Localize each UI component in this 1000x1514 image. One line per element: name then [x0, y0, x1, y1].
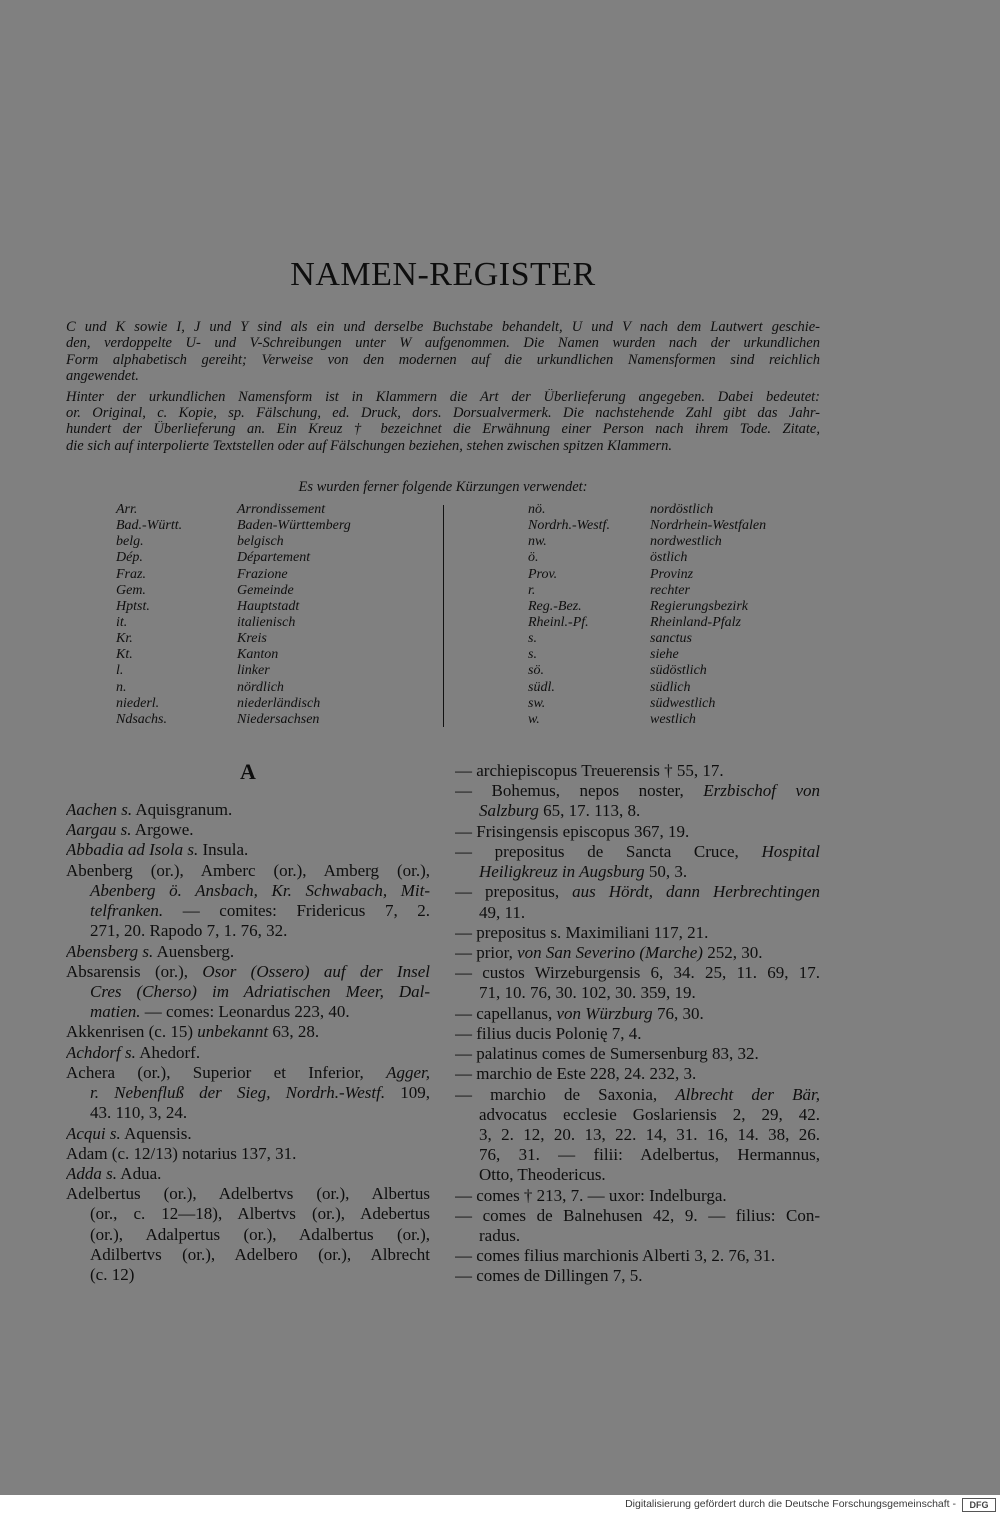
abbreviation: Bad.-Württ.: [116, 518, 183, 534]
italic-text: von Würzburg: [556, 1003, 653, 1023]
roman-text: — prior,: [455, 942, 518, 962]
abbreviation-meaning: östlich: [650, 550, 688, 566]
entry-line: [455, 842, 820, 862]
entry-line: [455, 1085, 820, 1105]
roman-text: — comites: Fridericus 7, 2.: [163, 901, 430, 921]
abbreviation: s.: [528, 631, 537, 647]
page-title: NAMEN-REGISTER: [290, 256, 596, 293]
roman-text: — prepositus,: [455, 882, 573, 902]
index-entry: [455, 1206, 820, 1246]
italic-text: Abbadia ad Isola s.: [66, 840, 199, 860]
abbreviation-row: [528, 647, 828, 663]
abbreviation-row: [116, 567, 436, 583]
italic-text: unbekannt: [197, 1022, 269, 1042]
roman-text: — Frisingensis episcopus 367, 19.: [455, 821, 690, 841]
abbreviation-row: [116, 712, 436, 728]
entry-line: [66, 942, 430, 962]
index-entry: [455, 1044, 820, 1064]
abbreviation-meaning: südöstlich: [650, 663, 707, 679]
roman-text: Ahedorf.: [135, 1042, 201, 1062]
entry-line: [66, 1164, 430, 1184]
abbreviation-meaning: sanctus: [650, 631, 692, 647]
entry-line: [66, 800, 430, 820]
entry-line: [66, 1204, 430, 1224]
abbreviation-row: [528, 599, 828, 615]
entry-line: [455, 1064, 820, 1084]
abbreviation: nw.: [528, 534, 547, 550]
abbreviation: s.: [528, 647, 537, 663]
abbreviation-row: [528, 518, 828, 534]
italic-text: Hospital: [761, 841, 820, 861]
entry-line: [455, 923, 820, 943]
entry-line: [455, 822, 820, 842]
roman-text: 63, 28.: [268, 1022, 320, 1042]
roman-text: — comes † 213, 7. — uxor: Indelburga.: [455, 1185, 727, 1205]
abbreviation: Gem.: [116, 582, 146, 598]
index-entry: [66, 840, 430, 860]
abbreviation-row: [528, 680, 828, 696]
abbreviation-meaning: siehe: [650, 647, 679, 663]
abbreviation: nö.: [528, 502, 546, 517]
entry-line: [455, 801, 820, 821]
entry-line: [66, 1144, 430, 1164]
roman-text: — prepositus de Sancta Cruce,: [455, 841, 762, 861]
roman-text: Absarensis (or.),: [66, 961, 203, 981]
italic-text: Osor (Ossero) auf der Insel: [202, 961, 430, 981]
roman-text: (or.), Adalpertus (or.), Adalbertus (or.),: [90, 1224, 430, 1244]
roman-text: Aquisgranum.: [132, 800, 233, 819]
abbreviation-meaning: Kanton: [237, 647, 279, 663]
entry-line: [455, 1004, 820, 1024]
index-entry: [455, 842, 820, 882]
entry-line: [66, 921, 430, 941]
entry-line: [455, 1266, 820, 1286]
entry-line: [455, 943, 820, 963]
index-entry: [66, 861, 430, 942]
abbreviation-meaning: nordwestlich: [650, 534, 722, 550]
italic-text: Abenberg ö. Ansbach, Kr. Schwabach, Mit-: [90, 880, 430, 900]
entry-line: [66, 982, 430, 1002]
italic-text: r. Nebenfluß der Sieg, Nordrh.-Westf.: [90, 1083, 386, 1103]
entry-line: [66, 1063, 430, 1083]
italic-text: Erzbischof von: [703, 781, 820, 801]
abbreviation-row: [116, 631, 436, 647]
italic-text: Salzburg: [479, 801, 539, 821]
index-entry: [455, 781, 820, 821]
roman-text: — comes filius marchionis Alberti 3, 2. 76, 31.: [455, 1246, 776, 1266]
index-entry: [66, 820, 430, 840]
entry-line: [455, 903, 820, 923]
roman-text: Abenberg (or.), Amberc (or.), Amberg (or.),: [66, 860, 430, 880]
entry-line: [66, 1002, 430, 1022]
index-entry: [455, 923, 820, 943]
roman-text: Adua.: [117, 1163, 162, 1183]
italic-text: Albrecht der Bär,: [675, 1084, 820, 1104]
intro-line: C und K sowie I, J und Y sind als ein und derselbe Buchstabe behandelt, U und V nach dem Lautwert geschie-: [66, 319, 820, 335]
roman-text: 109,: [385, 1083, 430, 1103]
abbreviation-meaning: Baden-Württemberg: [237, 518, 351, 534]
index-entry: [455, 1246, 820, 1266]
abbreviation-meaning: Nordrhein-Westfalen: [650, 518, 767, 534]
abbreviation-row: [528, 502, 828, 518]
index-entry: [455, 761, 820, 781]
introduction: [66, 319, 820, 454]
intro-line: hundert der Überlieferung an. Ein Kreuz † bezeichnet die Erwähnung einer Person nach ihrem Tode. Zitate,: [66, 421, 820, 438]
index-entry: [455, 963, 820, 1003]
roman-text: Adilbertvs (or.), Adelbero (or.), Albrecht: [90, 1244, 430, 1264]
roman-text: — comes de Balnehusen 42, 9. — filius: Con-: [455, 1205, 820, 1225]
roman-text: — custos Wirzeburgensis 6, 34. 25, 11. 69, 17.: [455, 963, 820, 983]
abbreviation: w.: [528, 711, 540, 727]
index-entry: [455, 943, 820, 963]
entry-line: [66, 1043, 430, 1063]
abbreviation-meaning: Regierungsbezirk: [650, 598, 748, 614]
abbreviation-meaning: Rheinland-Pfalz: [650, 614, 741, 630]
abbreviation-meaning: italienisch: [237, 614, 296, 630]
intro-line: angewendet.: [66, 367, 139, 384]
entry-line: [455, 761, 820, 781]
italic-text: Achdorf s.: [66, 1042, 136, 1062]
intro-line: or. Original, c. Kopie, sp. Fälschung, ed. Druck, dors. Dorsualvermerk. Die nachstehende Zahl gibt das Jahr-: [66, 405, 820, 422]
abbreviation: Dép.: [116, 550, 143, 566]
abbreviation: l.: [116, 663, 124, 679]
entry-line: [66, 820, 430, 840]
abbreviation-meaning: nördlich: [237, 679, 284, 695]
index-entry: [66, 800, 430, 820]
roman-text: 76, 30.: [652, 1003, 704, 1023]
abbreviation: niederl.: [116, 695, 160, 711]
index-entry: [455, 1064, 820, 1084]
intro-line: Hinter der urkundlichen Namensform ist in Klammern die Art der Überlieferung angegeben. Dabei bedeutet:: [66, 388, 820, 405]
index-entry: [455, 822, 820, 842]
entry-line: [66, 1083, 430, 1103]
abbreviation-meaning: niederländisch: [237, 695, 321, 711]
entry-line: [66, 1022, 430, 1042]
roman-text: — palatinus comes de Sumersenburg 83, 32.: [455, 1044, 759, 1064]
abbreviation-meaning: linker: [237, 663, 270, 679]
entry-line: [455, 1145, 820, 1165]
roman-text: Adam (c. 12/13) notarius 137, 31.: [66, 1143, 297, 1163]
entry-line: [66, 901, 430, 921]
index-entry: [455, 1266, 820, 1286]
italic-text: Aachen s.: [66, 800, 133, 819]
entry-line: [66, 840, 430, 860]
italic-text: Agger,: [386, 1062, 430, 1082]
abbreviations-right: [528, 502, 828, 728]
roman-text: 71, 10. 76, 30. 102, 30. 359, 19.: [479, 983, 696, 1003]
index-entry: [455, 1024, 820, 1044]
index-entry: [66, 1144, 430, 1164]
abbreviation-meaning: Hauptstadt: [237, 598, 300, 614]
roman-text: 76, 31. — filii: Adelbertus, Hermannus,: [479, 1145, 820, 1165]
abbreviation-row: [528, 583, 828, 599]
index-entry: [66, 1022, 430, 1042]
index-entry: [66, 1043, 430, 1063]
abbreviation: Fraz.: [116, 566, 146, 582]
abbreviation-meaning: nordöstlich: [650, 502, 714, 517]
entry-line: [455, 1246, 820, 1266]
intro-line: Form alphabetisch gereiht; Verweise von den modernen auf die urkundlichen Namensformen sind reichlich: [66, 351, 820, 368]
abbreviation-meaning: Arrondissement: [237, 502, 326, 517]
entry-line: [66, 1184, 430, 1204]
abbreviation: Arr.: [116, 502, 138, 517]
abbreviation: n.: [116, 679, 127, 695]
roman-text: 50, 3.: [644, 862, 688, 882]
roman-text: — Bohemus, nepos noster,: [455, 781, 704, 801]
entry-line: [455, 1044, 820, 1064]
abbreviation-row: [116, 534, 436, 550]
abbreviation-row: [116, 663, 436, 679]
abbreviation: Reg.-Bez.: [528, 598, 582, 614]
index-entry: [66, 962, 430, 1023]
abbreviation-row: [528, 696, 828, 712]
section-letter: A: [240, 759, 256, 784]
roman-text: — capellanus,: [455, 1003, 557, 1023]
index-entry: [455, 1186, 820, 1206]
roman-text: — filius ducis Polonię 7, 4.: [455, 1023, 642, 1043]
roman-text: 65, 17. 113, 8.: [538, 801, 641, 821]
roman-text: radus.: [479, 1226, 521, 1246]
abbreviation: sw.: [528, 695, 546, 711]
abbreviation-meaning: südlich: [650, 679, 691, 695]
italic-text: matien.: [90, 1002, 141, 1022]
abbreviation: Prov.: [528, 566, 558, 582]
abbreviation-row: [116, 615, 436, 631]
roman-text: — comes: Leonardus 223, 40.: [140, 1002, 350, 1022]
index-entry: [455, 1085, 820, 1186]
intro-paragraph: [66, 319, 820, 384]
entry-line: [66, 962, 430, 982]
roman-text: (or., c. 12—18), Albertvs (or.), Adebertus: [90, 1204, 430, 1224]
italic-text: Adda s.: [66, 1163, 117, 1183]
abbreviation-row: [116, 599, 436, 615]
dfg-logo: DFG: [962, 1498, 996, 1512]
entry-line: [455, 862, 820, 882]
abbreviation-row: [116, 502, 436, 518]
abbreviation-row: [116, 680, 436, 696]
italic-text: Abensberg s.: [66, 941, 154, 961]
entry-line: [455, 1105, 820, 1125]
abbreviation-meaning: südwestlich: [650, 695, 716, 711]
index-entry: [66, 1164, 430, 1184]
footer-credit: Digitalisierung gefördert durch die Deutsche Forschungsgemeinschaft -: [625, 1498, 956, 1510]
abbreviation-meaning: rechter: [650, 582, 690, 598]
entry-line: [66, 1265, 430, 1285]
italic-text: telfranken.: [90, 901, 164, 921]
entry-line: [455, 1125, 820, 1145]
entry-line: [66, 1245, 430, 1265]
entry-line: [66, 1124, 430, 1144]
abbreviation: belg.: [116, 534, 144, 550]
roman-text: 3, 2. 12, 20. 13, 22. 14, 31. 16, 14. 38, 26.: [479, 1124, 820, 1144]
roman-text: — comes de Dillingen 7, 5.: [455, 1266, 643, 1286]
abbreviations-left: [116, 502, 436, 728]
entry-line: [66, 1225, 430, 1245]
roman-text: Akkenrisen (c. 15): [66, 1022, 198, 1042]
index-entry: [66, 942, 430, 962]
roman-text: 271, 20. Rapodo 7, 1. 76, 32.: [90, 921, 288, 941]
index-entry: [455, 882, 820, 922]
abbreviation: südl.: [528, 679, 555, 695]
abbreviation-row: [528, 550, 828, 566]
intro-paragraph: [66, 389, 820, 454]
abbreviation-row: [528, 712, 828, 728]
abbreviation-row: [116, 647, 436, 663]
abbreviation-meaning: Niedersachsen: [237, 711, 320, 727]
abbreviation-row: [116, 696, 436, 712]
abbreviation: Ndsachs.: [116, 711, 167, 727]
roman-text: — archiepiscopus Treuerensis † 55, 17.: [455, 761, 724, 780]
entry-line: [455, 1024, 820, 1044]
entry-line: [455, 963, 820, 983]
entry-line: [455, 1186, 820, 1206]
abbreviation-meaning: Frazione: [237, 566, 288, 582]
abbreviation: Kr.: [116, 631, 133, 647]
italic-text: Heiligkreuz in Augsburg: [479, 862, 645, 882]
abbreviation-row: [528, 663, 828, 679]
abbreviation: ö.: [528, 550, 539, 566]
roman-text: Aquensis.: [120, 1123, 192, 1143]
entry-line: [66, 881, 430, 901]
entry-line: [455, 1226, 820, 1246]
roman-text: Adelbertus (or.), Adelbertvs (or.), Albertus: [66, 1184, 430, 1204]
abbreviations-divider: [443, 505, 444, 727]
entry-line: [455, 1165, 820, 1185]
roman-text: Otto, Theodericus.: [479, 1165, 606, 1185]
abbreviation-meaning: Kreis: [237, 631, 267, 647]
abbreviation-meaning: belgisch: [237, 534, 284, 550]
index-entry: [66, 1124, 430, 1144]
roman-text: 252, 30.: [702, 942, 763, 962]
abbreviation-row: [528, 534, 828, 550]
abbreviation: sö.: [528, 663, 544, 679]
intro-line: die sich auf interpolierte Textstellen oder auf Fälschungen beziehen, stehen zwischen spitzen Klammern.: [66, 437, 672, 454]
roman-text: (c. 12): [90, 1265, 135, 1285]
entry-line: [66, 861, 430, 881]
roman-text: — prepositus s. Maximiliani 117, 21.: [455, 922, 709, 942]
abbreviation-meaning: Gemeinde: [237, 582, 294, 598]
roman-text: advocatus ecclesie Goslariensis 2, 29, 42.: [479, 1104, 820, 1124]
abbreviation-row: [116, 518, 436, 534]
entry-line: [66, 1103, 430, 1123]
index-column-right: [455, 761, 820, 1287]
entry-line: [455, 781, 820, 801]
italic-text: Cres (Cherso) im Adriatischen Meer, Dal-: [90, 981, 430, 1001]
entry-line: [455, 983, 820, 1003]
abbreviation-row: [116, 550, 436, 566]
intro-line: den, verdoppelte U- und V-Schreibungen unter W aufgenommen. Die Namen wurden nach der urkundlichen: [66, 335, 820, 352]
italic-text: von San Severino (Marche): [517, 942, 703, 962]
entry-line: [455, 1206, 820, 1226]
index-entry: [455, 1004, 820, 1024]
entry-line: [455, 882, 820, 902]
abbreviation: Kt.: [116, 647, 133, 663]
abbreviation: Nordrh.-Westf.: [528, 518, 610, 534]
index-column-left: [66, 800, 430, 1285]
abbreviations-heading: Es wurden ferner folgende Kürzungen verwendet:: [298, 479, 588, 495]
italic-text: Acqui s.: [66, 1123, 121, 1143]
roman-text: 43. 110, 3, 24.: [90, 1103, 188, 1123]
roman-text: Auensberg.: [153, 941, 235, 961]
italic-text: aus Hördt, dann Herbrechtingen: [572, 882, 820, 902]
abbreviation-row: [528, 615, 828, 631]
roman-text: Argowe.: [131, 820, 194, 840]
abbreviation-row: [528, 631, 828, 647]
roman-text: Achera (or.), Superior et Inferior,: [66, 1062, 387, 1082]
abbreviation-row: [528, 567, 828, 583]
abbreviation: Hptst.: [116, 598, 150, 614]
abbreviation-meaning: Provinz: [650, 566, 694, 582]
abbreviation: r.: [528, 582, 536, 598]
abbreviation-meaning: Département: [237, 550, 311, 566]
roman-text: 49, 11.: [479, 902, 526, 922]
roman-text: — marchio de Este 228, 24. 232, 3.: [455, 1064, 697, 1084]
abbreviation-row: [116, 583, 436, 599]
italic-text: Aargau s.: [66, 820, 132, 840]
abbreviation-meaning: westlich: [650, 711, 696, 727]
roman-text: Insula.: [198, 840, 249, 860]
index-entry: [66, 1063, 430, 1124]
index-entry: [66, 1184, 430, 1285]
roman-text: — marchio de Saxonia,: [455, 1084, 676, 1104]
abbreviation: it.: [116, 614, 128, 630]
abbreviation: Rheinl.-Pf.: [528, 614, 589, 630]
